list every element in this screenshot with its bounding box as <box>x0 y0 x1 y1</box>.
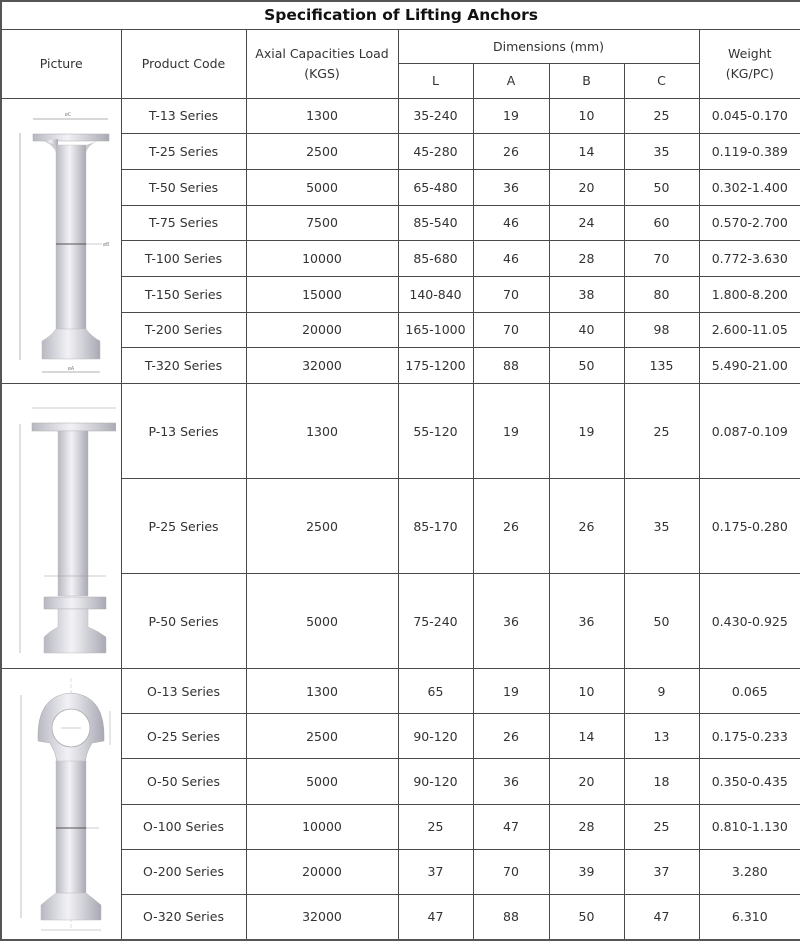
dim-l-cell: 165-1000 <box>398 312 473 348</box>
dim-a-cell: 70 <box>473 849 549 894</box>
product-code-cell: T-75 Series <box>121 205 246 241</box>
table-row <box>1 134 800 170</box>
axial-load-cell: 20000 <box>246 849 398 894</box>
table-title: Specification of Lifting Anchors <box>1 1 800 29</box>
dim-a-cell: 47 <box>473 804 549 849</box>
table-row <box>1 714 800 759</box>
product-code-cell: P-13 Series <box>121 384 246 479</box>
dim-b-cell: 28 <box>549 241 624 277</box>
product-code-cell: O-25 Series <box>121 714 246 759</box>
product-code-cell: O-200 Series <box>121 849 246 894</box>
dim-a-cell: 26 <box>473 134 549 170</box>
table-row <box>1 759 800 804</box>
dim-c-cell: 25 <box>624 804 699 849</box>
axial-load-cell: 2500 <box>246 134 398 170</box>
dim-c-cell: 60 <box>624 205 699 241</box>
dim-b-cell: 24 <box>549 205 624 241</box>
product-code-cell: O-320 Series <box>121 894 246 939</box>
dim-l-cell: 85-170 <box>398 479 473 574</box>
p-type-anchor-icon <box>6 391 116 661</box>
svg-text:øA: øA <box>68 365 75 372</box>
axial-load-cell: 20000 <box>246 312 398 348</box>
dim-l-cell: 140-840 <box>398 276 473 312</box>
header-axial-load-line2: (KGS) <box>304 65 340 81</box>
weight-cell: 0.045-0.170 <box>699 98 800 134</box>
dim-c-cell: 98 <box>624 312 699 348</box>
table-row <box>1 98 800 134</box>
table-row <box>1 384 800 479</box>
dim-c-cell: 18 <box>624 759 699 804</box>
table-row <box>1 894 800 939</box>
dim-l-cell: 45-280 <box>398 134 473 170</box>
product-code-cell: T-13 Series <box>121 98 246 134</box>
dim-c-cell: 80 <box>624 276 699 312</box>
product-code-cell: T-50 Series <box>121 169 246 205</box>
table-body <box>1 98 800 940</box>
table-row <box>1 804 800 849</box>
dim-a-cell: 88 <box>473 348 549 384</box>
dim-a-cell: 19 <box>473 384 549 479</box>
dim-l-cell: 35-240 <box>398 98 473 134</box>
product-code-cell: O-100 Series <box>121 804 246 849</box>
axial-load-cell: 5000 <box>246 574 398 669</box>
axial-load-cell: 2500 <box>246 479 398 574</box>
weight-cell: 2.600-11.05 <box>699 312 800 348</box>
product-code-cell: T-25 Series <box>121 134 246 170</box>
header-picture: Picture <box>1 29 121 98</box>
axial-load-cell: 1300 <box>246 669 398 714</box>
svg-text:øB: øB <box>103 241 110 248</box>
weight-cell: 0.430-0.925 <box>699 574 800 669</box>
dim-l-cell: 37 <box>398 849 473 894</box>
dim-b-cell: 40 <box>549 312 624 348</box>
axial-load-cell: 1300 <box>246 98 398 134</box>
dim-b-cell: 26 <box>549 479 624 574</box>
weight-cell: 0.810-1.130 <box>699 804 800 849</box>
product-code-cell: P-25 Series <box>121 479 246 574</box>
picture-cell-o <box>1 669 121 940</box>
dim-b-cell: 10 <box>549 98 624 134</box>
axial-load-cell: 7500 <box>246 205 398 241</box>
dim-a-cell: 46 <box>473 241 549 277</box>
weight-cell: 0.119-0.389 <box>699 134 800 170</box>
header-dim-l: L <box>398 63 473 98</box>
table-row <box>1 276 800 312</box>
dim-b-cell: 19 <box>549 384 624 479</box>
axial-load-cell: 15000 <box>246 276 398 312</box>
dim-c-cell: 13 <box>624 714 699 759</box>
dim-l-cell: 75-240 <box>398 574 473 669</box>
axial-load-cell: 1300 <box>246 384 398 479</box>
weight-cell: 3.280 <box>699 849 800 894</box>
table-row <box>1 169 800 205</box>
axial-load-cell: 10000 <box>246 241 398 277</box>
dim-b-cell: 14 <box>549 134 624 170</box>
dim-b-cell: 36 <box>549 574 624 669</box>
dim-l-cell: 90-120 <box>398 759 473 804</box>
header-axial-load <box>246 29 398 98</box>
weight-cell: 0.087-0.109 <box>699 384 800 479</box>
weight-cell: 0.065 <box>699 669 800 714</box>
table-row <box>1 205 800 241</box>
dim-a-cell: 19 <box>473 669 549 714</box>
dim-c-cell: 25 <box>624 98 699 134</box>
dim-c-cell: 25 <box>624 384 699 479</box>
header-axial-load-line1: Axial Capacities Load <box>255 46 389 62</box>
axial-load-cell: 10000 <box>246 804 398 849</box>
table-row <box>1 669 800 714</box>
header-dimensions: Dimensions (mm) <box>398 29 699 63</box>
t-type-anchor-icon <box>6 101 116 381</box>
table-row <box>1 312 800 348</box>
dim-l-cell: 55-120 <box>398 384 473 479</box>
dim-b-cell: 20 <box>549 759 624 804</box>
dim-l-cell: 65-480 <box>398 169 473 205</box>
axial-load-cell: 32000 <box>246 894 398 939</box>
dim-c-cell: 50 <box>624 574 699 669</box>
dim-l-cell: 175-1200 <box>398 348 473 384</box>
o-type-eye-anchor-icon <box>6 673 116 935</box>
header-weight <box>699 29 800 98</box>
dim-c-cell: 37 <box>624 849 699 894</box>
dim-c-cell: 70 <box>624 241 699 277</box>
dim-a-cell: 36 <box>473 574 549 669</box>
dim-b-cell: 10 <box>549 669 624 714</box>
dim-c-cell: 35 <box>624 134 699 170</box>
dim-a-cell: 70 <box>473 312 549 348</box>
dim-l-cell: 85-540 <box>398 205 473 241</box>
product-code-cell: T-200 Series <box>121 312 246 348</box>
dim-c-cell: 47 <box>624 894 699 939</box>
product-code-cell: T-150 Series <box>121 276 246 312</box>
weight-cell: 5.490-21.00 <box>699 348 800 384</box>
weight-cell: 0.175-0.233 <box>699 714 800 759</box>
dim-a-cell: 46 <box>473 205 549 241</box>
table-row <box>1 479 800 574</box>
weight-cell: 1.800-8.200 <box>699 276 800 312</box>
dim-c-cell: 135 <box>624 348 699 384</box>
weight-cell: 0.175-0.280 <box>699 479 800 574</box>
dim-b-cell: 50 <box>549 348 624 384</box>
dim-l-cell: 25 <box>398 804 473 849</box>
weight-cell: 0.350-0.435 <box>699 759 800 804</box>
table-row <box>1 348 800 384</box>
table-row <box>1 241 800 277</box>
dim-a-cell: 26 <box>473 714 549 759</box>
header-dim-a: A <box>473 63 549 98</box>
dim-l-cell: 90-120 <box>398 714 473 759</box>
picture-cell-p <box>1 384 121 669</box>
axial-load-cell: 2500 <box>246 714 398 759</box>
product-code-cell: T-320 Series <box>121 348 246 384</box>
dim-b-cell: 14 <box>549 714 624 759</box>
dim-a-cell: 36 <box>473 169 549 205</box>
dim-c-cell: 9 <box>624 669 699 714</box>
dim-c-cell: 35 <box>624 479 699 574</box>
header-dim-b: B <box>549 63 624 98</box>
axial-load-cell: 32000 <box>246 348 398 384</box>
table-row <box>1 849 800 894</box>
dim-a-cell: 70 <box>473 276 549 312</box>
weight-cell: 0.772-3.630 <box>699 241 800 277</box>
dim-a-cell: 36 <box>473 759 549 804</box>
product-code-cell: T-100 Series <box>121 241 246 277</box>
dim-a-cell: 19 <box>473 98 549 134</box>
dim-a-cell: 26 <box>473 479 549 574</box>
product-code-cell: O-50 Series <box>121 759 246 804</box>
dim-l-cell: 65 <box>398 669 473 714</box>
svg-text:øC: øC <box>64 111 72 118</box>
picture-cell-t <box>1 98 121 384</box>
dim-b-cell: 20 <box>549 169 624 205</box>
dim-b-cell: 50 <box>549 894 624 939</box>
axial-load-cell: 5000 <box>246 759 398 804</box>
dim-b-cell: 28 <box>549 804 624 849</box>
weight-cell: 0.570-2.700 <box>699 205 800 241</box>
header-weight-line2: (KG/PC) <box>725 65 774 81</box>
dim-a-cell: 88 <box>473 894 549 939</box>
dim-l-cell: 47 <box>398 894 473 939</box>
product-code-cell: O-13 Series <box>121 669 246 714</box>
weight-cell: 0.302-1.400 <box>699 169 800 205</box>
header-product-code: Product Code <box>121 29 246 98</box>
weight-cell: 6.310 <box>699 894 800 939</box>
table-row <box>1 574 800 669</box>
dim-l-cell: 85-680 <box>398 241 473 277</box>
header-weight-line1: Weight <box>728 46 772 62</box>
dim-b-cell: 39 <box>549 849 624 894</box>
dim-c-cell: 50 <box>624 169 699 205</box>
axial-load-cell: 5000 <box>246 169 398 205</box>
header-dim-c: C <box>624 63 699 98</box>
dim-b-cell: 38 <box>549 276 624 312</box>
product-code-cell: P-50 Series <box>121 574 246 669</box>
